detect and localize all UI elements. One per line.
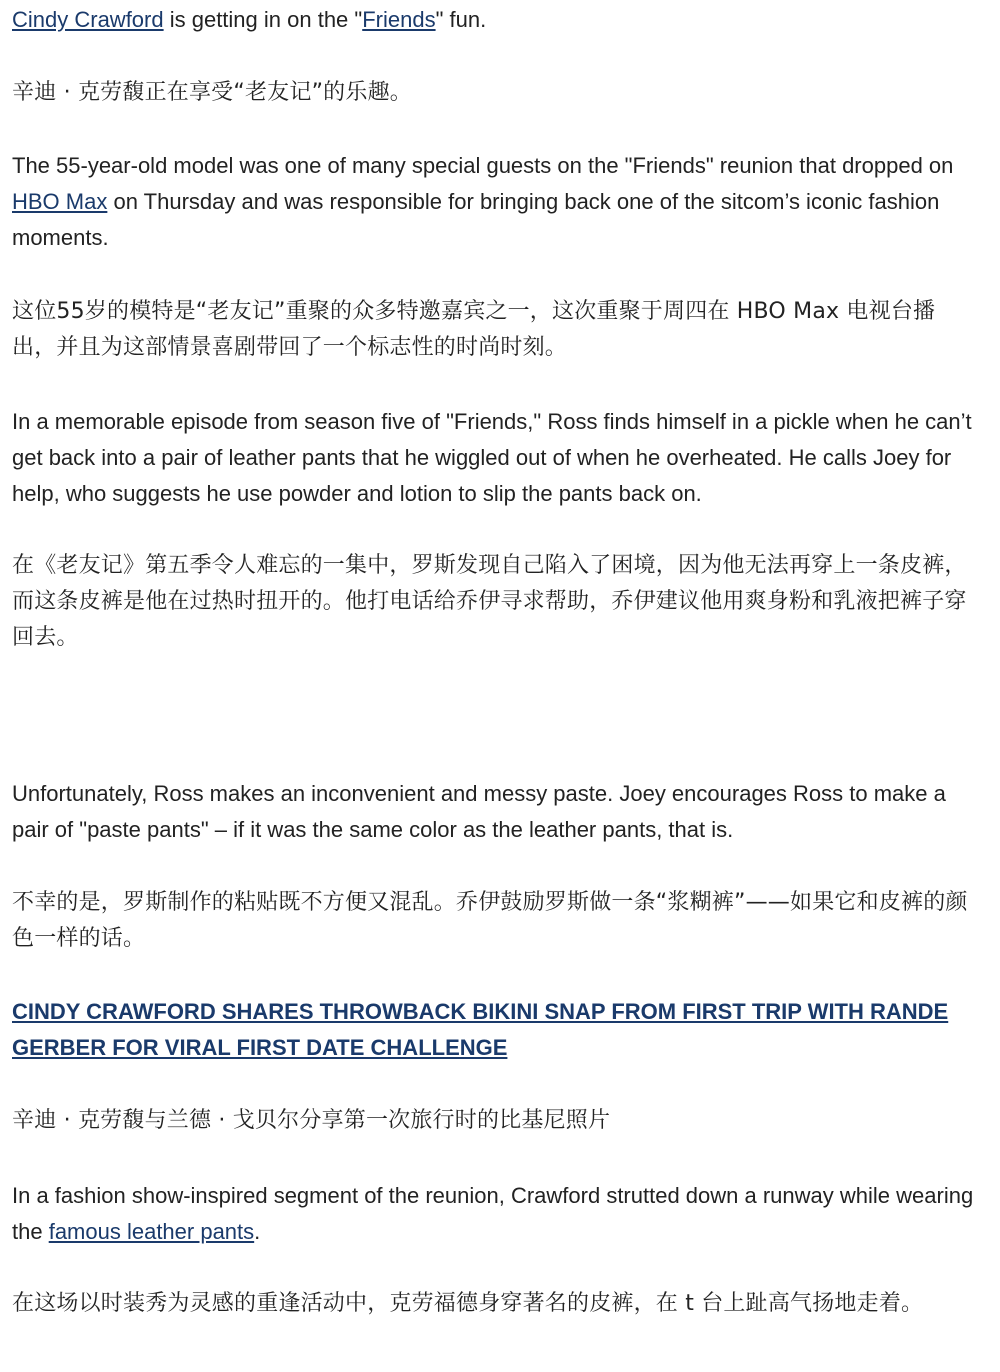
intro-text-2: " fun. — [435, 7, 487, 32]
paragraph-reunion — [12, 148, 978, 256]
paragraph-episode: In a memorable episode from season five of "Friends," Ross finds himself in a pickle when he can’t get back into a pair of leather pants that he wiggled out of when he overheated. He calls Joey for help, who suggests he use powder and lotion to slip the pants back on. — [12, 409, 972, 506]
paragraph-paste: Unfortunately, Ross makes an inconvenient and messy paste. Joey encourages Ross to make a pair of "paste pants" – if it was the same color as the leather pants, that is. — [12, 781, 946, 842]
runway-text-1: In a fashion show-inspired segment of the reunion, Crawford strutted down a runway while wearing the — [12, 1183, 974, 1244]
paragraph-episode-zh: 在《老友记》第五季令人难忘的一集中，罗斯发现自己陷入了困境，因为他无法再穿上一条皮裤，而这条皮裤是他在过热时扭开的。他打电话给乔伊寻求帮助，乔伊建议他用爽身粉和乳液把裤子穿回去。 — [12, 553, 967, 650]
hbo-max-link[interactable]: HBO Max — [12, 189, 108, 214]
intro-text-1: is getting in on the " — [163, 7, 363, 32]
runway-text-2: . — [254, 1219, 261, 1244]
famous-leather-pants-link[interactable]: famous leather pants — [48, 1219, 255, 1244]
related-headline — [12, 994, 978, 1066]
cindy-crawford-link[interactable]: Cindy Crawford — [12, 7, 164, 32]
paragraph-intro-zh: 辛迪 · 克劳馥正在享受“老友记”的乐趣。 — [12, 80, 412, 105]
paragraph-paste-zh: 不幸的是，罗斯制作的粘贴既不方便又混乱。乔伊鼓励罗斯做一条“浆糊裤”——如果它和皮裤的颜色一样的话。 — [12, 890, 968, 951]
friends-link[interactable]: Friends — [362, 7, 436, 32]
paragraph-reunion-zh: 这位55岁的模特是“老友记”重聚的众多特邀嘉宾之一，这次重聚于周四在 HBO Max 电视台播出，并且为这部情景喜剧带回了一个标志性的时尚时刻。 — [12, 299, 936, 360]
related-headline-link[interactable]: CINDY CRAWFORD SHARES THROWBACK BIKINI SNAP FROM FIRST TRIP WITH RANDE GERBER FOR VIRAL FIRST DATE CHALLENGE — [12, 999, 949, 1060]
reunion-text-1: The 55-year-old model was one of many special guests on the "Friends" reunion that dropped on — [12, 153, 954, 178]
related-headline-zh: 辛迪 · 克劳馥与兰德 · 戈贝尔分享第一次旅行时的比基尼照片 — [12, 1108, 611, 1133]
paragraph-intro — [12, 2, 978, 38]
paragraph-runway-zh: 在这场以时装秀为灵感的重逢活动中，克劳福德身穿著名的皮裤，在 t 台上趾高气扬地走着。 — [12, 1291, 924, 1316]
paragraph-runway — [12, 1178, 978, 1250]
reunion-text-2: on Thursday and was responsible for bringing back one of the sitcom’s iconic fashion moments. — [12, 189, 940, 250]
